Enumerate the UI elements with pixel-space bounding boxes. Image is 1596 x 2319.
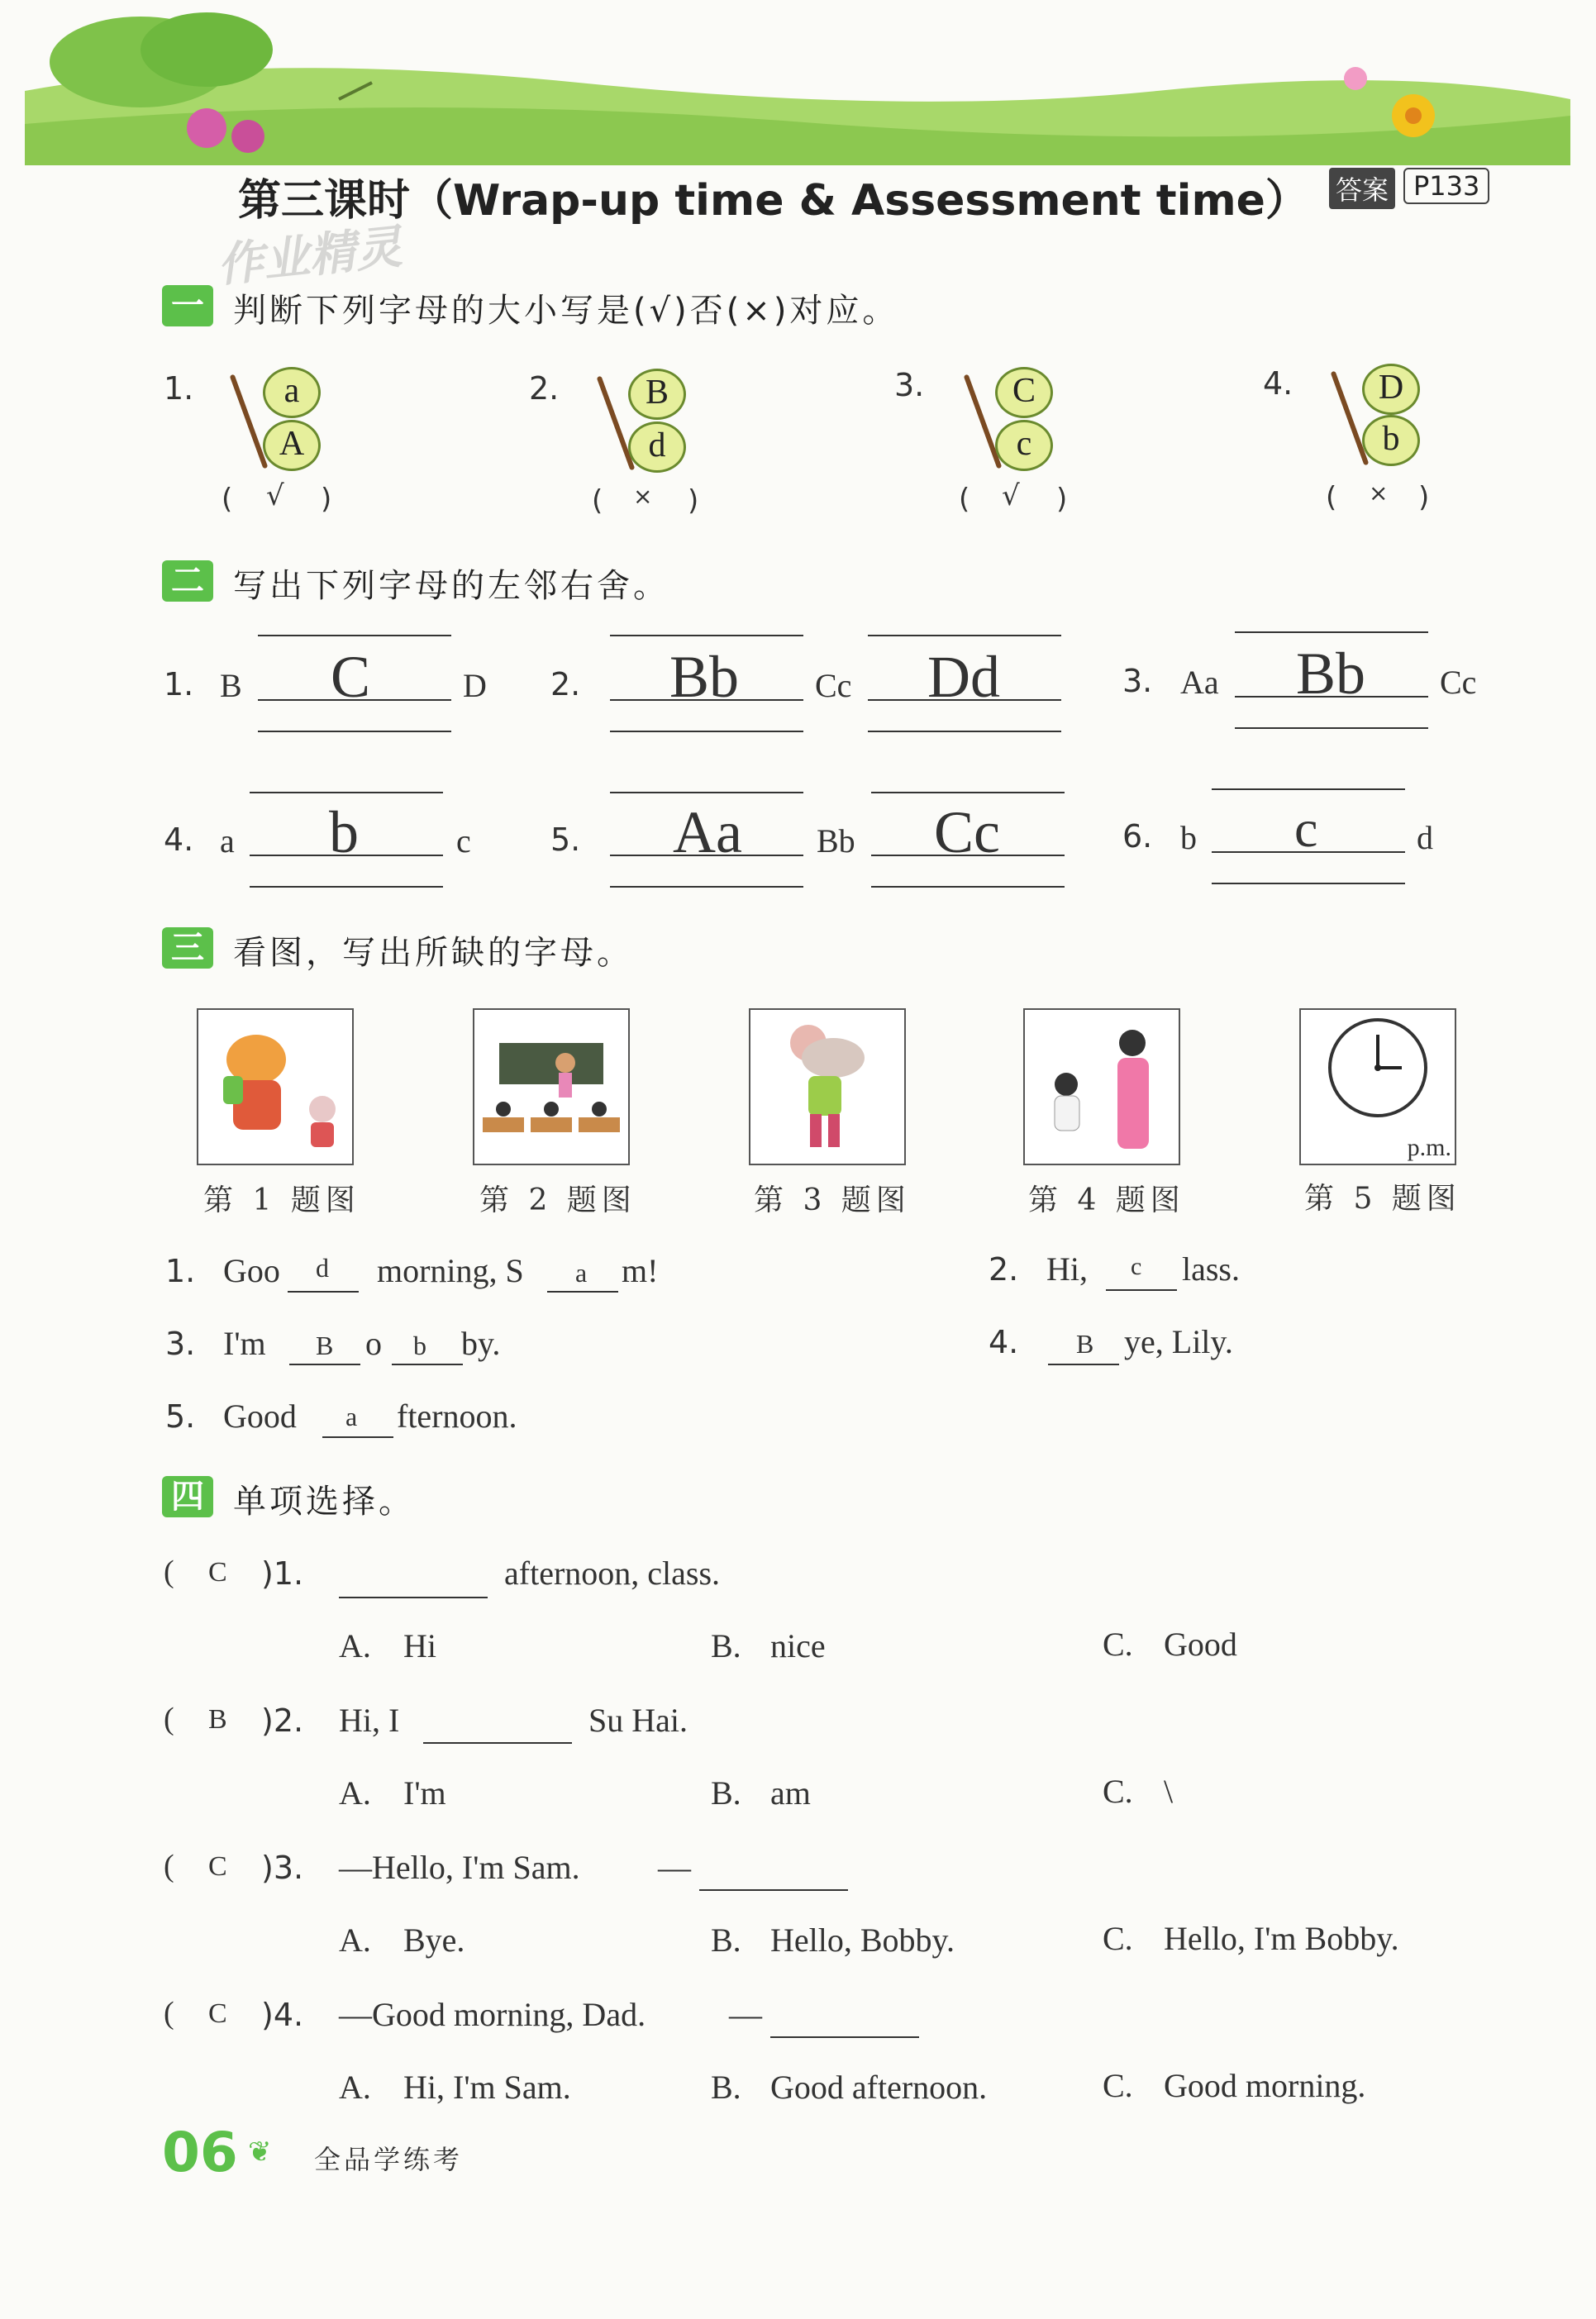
s2-answer-2a: Bb xyxy=(669,644,740,710)
section4-badge: 四 xyxy=(162,1476,213,1517)
header-grass-banner xyxy=(0,0,1596,174)
q1-stem: afternoon, class. xyxy=(504,1555,721,1592)
item-number: 2. xyxy=(529,370,560,407)
guide-line xyxy=(1212,788,1405,790)
q4-option-b-label: B. xyxy=(711,2069,741,2106)
s2-left-4: a xyxy=(220,822,235,860)
s3-q1-answer-1: d xyxy=(316,1253,329,1283)
section2-badge: 二 xyxy=(162,560,213,602)
q3-option-b-label: B. xyxy=(711,1921,741,1959)
section3-badge: 三 xyxy=(162,927,213,969)
caption-4: 第 4 题图 xyxy=(1028,1183,1185,1217)
s3-q3-text-c: by. xyxy=(461,1325,501,1362)
s2-answer-5b: Cc xyxy=(934,799,1000,865)
s2-num-2: 2. xyxy=(550,666,581,702)
q2-paren-left: ( xyxy=(164,1702,174,1736)
s2-answer-6: c xyxy=(1294,799,1318,858)
caption-3: 第 3 题图 xyxy=(754,1183,911,1217)
s2-num-1: 1. xyxy=(164,666,194,702)
sprout-icon: ❦ xyxy=(248,2136,272,2169)
q2-option-b-label: B. xyxy=(711,1774,741,1812)
answer-mark: × xyxy=(1369,479,1389,507)
blank-line xyxy=(1106,1289,1177,1291)
s3-q1-answer-2: a xyxy=(575,1258,588,1288)
answer-paren-left: ( xyxy=(592,484,603,517)
s2-left-6: b xyxy=(1180,819,1197,856)
guide-line xyxy=(250,886,443,888)
blank-line xyxy=(547,1291,618,1293)
answer-paren-left: ( xyxy=(1326,481,1337,514)
q4-option-c[interactable]: Good morning. xyxy=(1164,2067,1366,2104)
s3-q2-text-a: Hi, xyxy=(1046,1250,1088,1288)
s2-num-5: 5. xyxy=(550,821,581,858)
section3-title: 看图，写出所缺的字母。 xyxy=(233,934,633,972)
s3-q5-answer-1: a xyxy=(345,1402,358,1431)
s3-q3-text-a: I'm xyxy=(223,1325,266,1362)
book-name: 全品学练考 xyxy=(314,2144,464,2175)
s2-answer-1: C xyxy=(331,644,371,710)
guide-line xyxy=(871,792,1065,793)
answer-paren-right: ) xyxy=(1418,481,1430,514)
s3-q1-num: 1. xyxy=(165,1253,196,1289)
s2-right-1: D xyxy=(463,667,487,704)
q3-option-a[interactable]: Bye. xyxy=(403,1921,465,1959)
s2-answer-5a: Aa xyxy=(673,799,742,865)
watermark: 作业精灵 xyxy=(214,220,405,293)
q3-number: )3. xyxy=(261,1850,304,1886)
s2-answer-2b: Dd xyxy=(927,644,1000,710)
answer-mark: × xyxy=(633,483,653,510)
s3-q2-num: 2. xyxy=(989,1251,1019,1288)
q4-stem-post: — xyxy=(729,1996,762,2033)
q4-option-c-label: C. xyxy=(1103,2067,1133,2104)
s3-q4-num: 4. xyxy=(989,1324,1019,1360)
s2-answer-3: Bb xyxy=(1296,640,1366,707)
blank-line xyxy=(699,1889,848,1891)
page-title: 第三课时（Wrap-up time & Assessment time） xyxy=(238,176,1308,226)
cat-and-mouse-illustration xyxy=(198,1010,352,1164)
answer-paren-right: ) xyxy=(688,484,699,517)
s2-num-3: 3. xyxy=(1122,663,1153,699)
s3-q5-text-a: Good xyxy=(223,1398,297,1435)
s3-q5-text-b: fternoon. xyxy=(397,1398,517,1435)
answer-mark: √ xyxy=(266,479,284,512)
section1-title: 判断下列字母的大小写是(√)否(×)对应。 xyxy=(233,292,899,330)
item-number: 4. xyxy=(1263,365,1293,402)
leaf-top: B xyxy=(628,369,686,420)
q2-option-c[interactable]: \ xyxy=(1164,1773,1174,1810)
picture-3 xyxy=(749,1008,906,1165)
s3-q4-text-b: ye, Lily. xyxy=(1124,1323,1233,1360)
guide-line xyxy=(868,731,1061,732)
mother-and-girl-illustration xyxy=(1025,1010,1179,1164)
q1-option-c-label: C. xyxy=(1103,1626,1133,1663)
q2-number: )2. xyxy=(261,1702,304,1739)
item-number: 1. xyxy=(164,370,194,407)
guide-line xyxy=(1212,883,1405,884)
q1-option-a[interactable]: Hi xyxy=(403,1627,436,1664)
answer-label: 答案 xyxy=(1329,168,1395,209)
page-number: 06 xyxy=(162,2121,238,2184)
guide-line xyxy=(610,635,803,636)
q3-stem-post: — xyxy=(658,1849,691,1886)
answer-mark: √ xyxy=(1002,479,1020,512)
mouse-illustration xyxy=(750,1010,904,1164)
leaf-top: a xyxy=(263,367,321,418)
q1-option-b[interactable]: nice xyxy=(770,1627,826,1664)
leaf-top: D xyxy=(1362,364,1420,415)
q1-answer: C xyxy=(208,1557,227,1588)
picture-5 xyxy=(1299,1008,1456,1165)
s3-q5-num: 5. xyxy=(165,1398,196,1435)
q3-option-a-label: A. xyxy=(339,1921,371,1959)
guide-line xyxy=(610,731,803,732)
section4-title: 单项选择。 xyxy=(233,1483,415,1521)
q2-stem-pre: Hi, I xyxy=(339,1702,400,1739)
q3-answer: C xyxy=(208,1851,227,1882)
s3-q1-text-c: m! xyxy=(622,1252,659,1289)
q1-option-b-label: B. xyxy=(711,1627,741,1664)
blank-line xyxy=(288,1291,359,1293)
q3-stem-pre: —Hello, I'm Sam. xyxy=(339,1849,580,1886)
q2-option-a[interactable]: I'm xyxy=(403,1774,446,1812)
q3-option-c-label: C. xyxy=(1103,1920,1133,1957)
q2-answer: B xyxy=(208,1704,227,1735)
clock-pm-label: p.m. xyxy=(1407,1134,1451,1161)
blank-line xyxy=(392,1364,463,1365)
guide-line xyxy=(610,792,803,793)
s2-middle-5: Bb xyxy=(817,822,855,860)
q2-stem-post: Su Hai. xyxy=(588,1702,688,1739)
leaf-bottom: c xyxy=(995,420,1053,471)
answer-paren-right: ) xyxy=(321,483,332,516)
answer-paren-left: ( xyxy=(959,483,970,516)
blank-line xyxy=(770,2036,919,2038)
blank-line xyxy=(322,1436,393,1438)
blank-line xyxy=(339,1597,488,1598)
classroom-illustration xyxy=(474,1010,628,1164)
guide-line xyxy=(1235,727,1428,729)
picture-2 xyxy=(473,1008,630,1165)
caption-1: 第 1 题图 xyxy=(203,1183,360,1217)
s3-q1-text-b: morning, S xyxy=(377,1252,524,1289)
q4-option-b[interactable]: Good afternoon. xyxy=(770,2069,988,2106)
q2-option-c-label: C. xyxy=(1103,1773,1133,1810)
q1-option-a-label: A. xyxy=(339,1627,371,1664)
guide-line xyxy=(610,886,803,888)
caption-2: 第 2 题图 xyxy=(479,1183,636,1217)
section1-badge: 一 xyxy=(162,285,213,326)
q2-option-b[interactable]: am xyxy=(770,1774,811,1812)
guide-line xyxy=(258,731,451,732)
caption-5: 第 5 题图 xyxy=(1304,1182,1461,1216)
item-number: 3. xyxy=(894,367,925,403)
section2-title: 写出下列字母的左邻右舍。 xyxy=(233,567,669,605)
q4-stem-pre: —Good morning, Dad. xyxy=(339,1996,646,2033)
s2-answer-4: b xyxy=(329,799,359,865)
leaf-bottom: A xyxy=(263,420,321,471)
q4-paren-left: ( xyxy=(164,1996,174,2031)
q4-option-a[interactable]: Hi, I'm Sam. xyxy=(403,2069,571,2106)
q1-paren-left: ( xyxy=(164,1555,174,1589)
s2-middle-2: Cc xyxy=(815,667,852,704)
answer-paren-right: ) xyxy=(1056,483,1068,516)
s3-q3-text-b: o xyxy=(365,1325,382,1362)
s2-right-6: d xyxy=(1417,819,1433,856)
q4-answer: C xyxy=(208,1998,227,2029)
s3-q3-num: 3. xyxy=(165,1326,196,1362)
s3-q3-answer-2: b xyxy=(413,1331,426,1360)
guide-line xyxy=(871,886,1065,888)
answer-page-badge: P133 xyxy=(1403,168,1489,204)
s3-q4-answer-1: B xyxy=(1076,1329,1094,1359)
s3-q1-text-a: Goo xyxy=(223,1252,280,1289)
guide-line xyxy=(1235,631,1428,633)
q3-option-c[interactable]: Hello, I'm Bobby. xyxy=(1164,1920,1399,1957)
q1-option-c[interactable]: Good xyxy=(1164,1626,1237,1663)
q4-number: )4. xyxy=(261,1997,304,2033)
blank-line xyxy=(1048,1364,1119,1365)
s2-right-3: Cc xyxy=(1440,664,1477,701)
q3-paren-left: ( xyxy=(164,1849,174,1883)
s2-num-4: 4. xyxy=(164,821,194,858)
s2-num-6: 6. xyxy=(1122,818,1153,855)
s3-q2-answer-1: c xyxy=(1131,1253,1142,1280)
s2-right-4: c xyxy=(456,822,471,860)
leaf-bottom: b xyxy=(1362,415,1420,466)
guide-line xyxy=(250,792,443,793)
blank-line xyxy=(289,1364,360,1365)
s3-q2-text-b: lass. xyxy=(1182,1250,1240,1288)
picture-1 xyxy=(197,1008,354,1165)
q4-option-a-label: A. xyxy=(339,2069,371,2106)
q3-option-b[interactable]: Hello, Bobby. xyxy=(770,1921,955,1959)
guide-line xyxy=(868,635,1061,636)
q2-option-a-label: A. xyxy=(339,1774,371,1812)
s2-left-1: B xyxy=(220,667,242,704)
s3-q3-answer-1: B xyxy=(316,1331,334,1360)
guide-line xyxy=(258,635,451,636)
s2-left-3: Aa xyxy=(1180,664,1219,701)
leaf-bottom: d xyxy=(628,421,686,473)
blank-line xyxy=(423,1742,572,1744)
leaf-top: C xyxy=(995,367,1053,418)
answer-paren-left: ( xyxy=(222,483,233,516)
q1-number: )1. xyxy=(261,1555,304,1592)
picture-4 xyxy=(1023,1008,1180,1165)
